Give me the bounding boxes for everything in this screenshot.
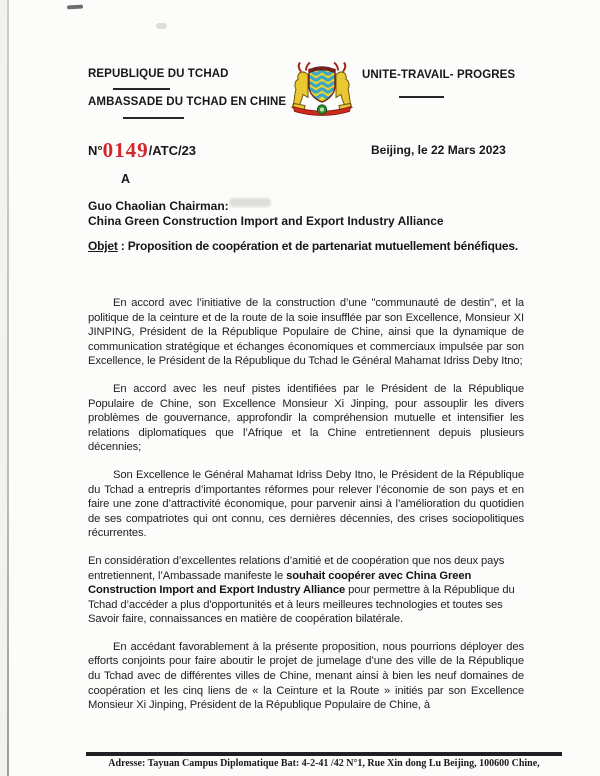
divider	[123, 117, 184, 119]
divider	[399, 96, 444, 98]
reference-suffix: /ATC/23	[148, 143, 197, 158]
date-line: Beijing, le 22 Mars 2023	[371, 143, 506, 157]
paragraph-4	[88, 554, 524, 627]
paragraph-1: En accord avec l’initiative de la construction d’une "communauté de destin", et la politique de la ceinture et de la route de la soie insufflée par son Excellence, Monsieur XI JINPING, Président de la République Populaire de Chine, ainsi que la dynamique de communication stratégique et échanges économiques et commerciaux impulsée par son Excellence, le Président de la République du Tchad le Général Mahamat Idriss Deby Itno;	[88, 297, 524, 368]
embassy-name: AMBASSADE DU TCHAD EN CHINE	[88, 96, 287, 108]
recipient-name: Guo Chaolian Chairman:	[88, 199, 229, 213]
paragraph-4-text-cont: pour permettre à la République du Tchad d’accéder a plus d'opportunités et à leurs meilleures technologies et toutes ses Savoir faire, connaissances en matière de coopération bilatérale.	[88, 584, 515, 626]
reference-number	[88, 138, 196, 163]
letter-body	[88, 296, 524, 752]
paragraph-4-text: En considération d’excellentes relations d’amitié et de coopération que nos deux pays entretiennent, l’Ambassade manifeste le	[88, 554, 505, 582]
scan-edge-strip	[0, 0, 7, 776]
subject-text: Proposition de coopération et de partenariat mutuellement bénéfiques.	[127, 239, 519, 253]
subject-label: Objet	[88, 239, 118, 253]
scan-edge-line	[7, 0, 9, 776]
scan-smudge	[156, 23, 167, 29]
recipient-block	[88, 199, 444, 229]
footer-address: Adresse: Tayuan Campus Diplomatique Bat: 4-2-41 /42 N°1, Rue Xin dong Lu Beijing, 100600 Chine,	[108, 758, 540, 769]
paragraph-2: En accord avec les neuf pistes identifiées par le Président de la République Populaire de Chine, son Excellence Monsieur Xi Jinping, pour assouplir les divers problèmes de gouvernance, approfondir la compréhension mutuelle et intensifier les relations diplomatiques que l’Afrique et la Chine entretiennent depuis plusieurs décennies;	[88, 382, 524, 454]
subject-separator: :	[117, 239, 128, 253]
recipient-organization: China Green Construction Import and Export Industry Alliance	[88, 214, 444, 228]
reference-serial: 0149	[102, 138, 149, 162]
reference-prefix: N°	[88, 143, 103, 158]
footer-rule	[86, 752, 562, 756]
paragraph-4-bold-text: souhait coopérer avec China Green Construction Import and Export Industry Alliance	[88, 569, 472, 597]
paragraph-5: En accédant favorablement à la présente proposition, nous pourrions déployer des efforts conjoints pour faire aboutir le projet de jumelage d’une des ville de la République du Tchad avec de différentes villes de Chine, menant ainsi à bien les neuf domaines de coopération et les cinq liens de « la Ceinture et la Route » initiés par son Excellence Monsieur Xi Jinping, Président de la République Populaire de Chine, à	[88, 640, 524, 712]
paragraph-3: Son Excellence le Général Mahamat Idriss Deby Itno, le Président de la République du Tchad a entrepris d’importantes réformes pour relever l’économie de son pays et en faire une zone d’attractivité économique, pour parvenir ainsi à l’amélioration du quotidien de ses compatriotes qui ont connu, ces dernières décennies, des crises sociopolitiques récurrentes.	[88, 468, 524, 540]
chad-coat-of-arms-icon	[283, 56, 361, 119]
national-motto: UNITE-TRAVAIL- PROGRES	[362, 69, 516, 81]
divider	[113, 88, 170, 90]
republic-name: REPUBLIQUE DU TCHAD	[88, 68, 229, 80]
scan-smudge	[67, 5, 83, 10]
subject-line	[88, 238, 518, 254]
recipient-salutation: A	[121, 172, 131, 186]
